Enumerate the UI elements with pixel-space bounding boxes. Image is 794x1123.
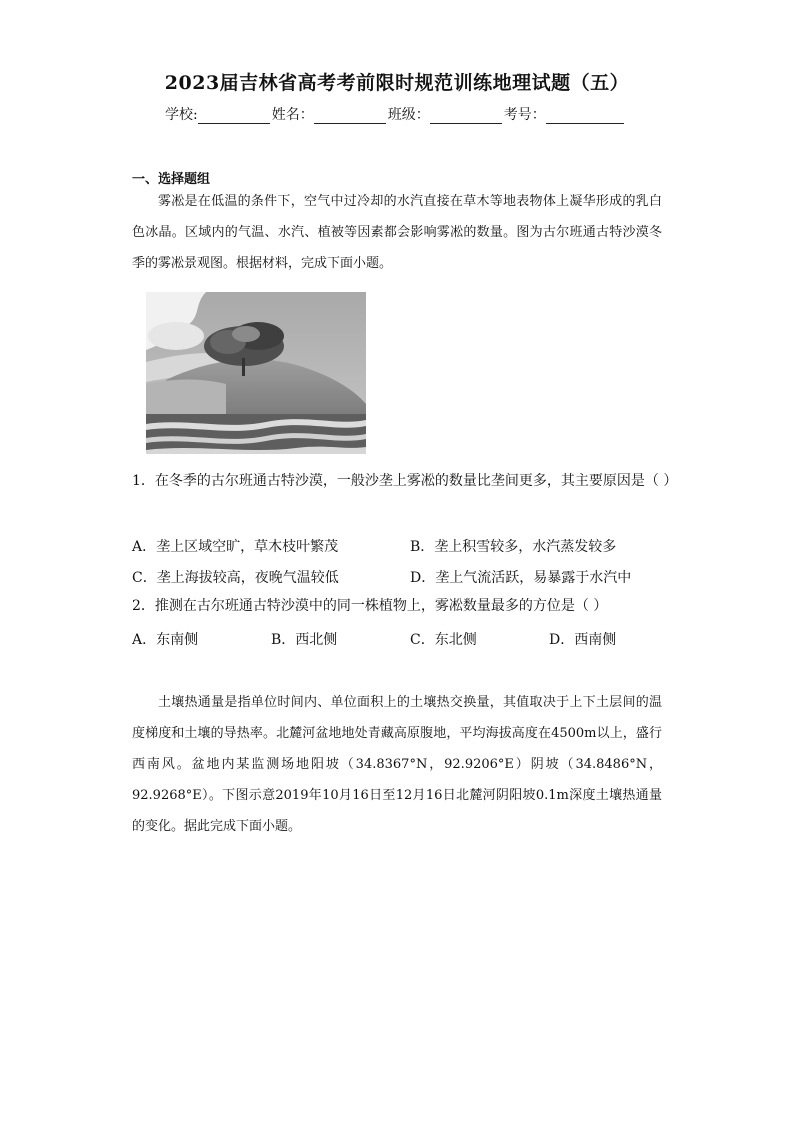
q1-option-b[interactable]: B．垄上积雪较多，水汽蒸发较多 xyxy=(410,539,617,555)
question-2-stem: 2．推测在古尔班通古特沙漠中的同一株植物上，雾凇数量最多的方位是（ ） xyxy=(132,598,608,614)
class-label: 班级： xyxy=(387,107,430,123)
rime-landscape-photo xyxy=(146,292,366,454)
school-label: 学校: xyxy=(165,107,198,123)
number-blank[interactable] xyxy=(546,109,624,124)
student-info-row xyxy=(165,104,635,124)
q1-option-a[interactable]: A．垄上区域空旷，草木枝叶繁茂 xyxy=(132,539,339,555)
passage-soil-heat-flux: 土壤热通量是指单位时间内、单位面积上的土壤热交换量，其值取决于上下土层间的温度梯度和土壤的导热率。北麓河盆地地处青藏高原腹地，平均海拔高度在4500m以上，盛行西南风。盆地内某监测场地阳坡（34.8367°N，92.9206°E）阴坡（34.8486°N，92.9268°E）。下图示意2019年10月16日至12月16日北麓河阴阳坡0.1m深度土壤热通量的变化。据此完成下面小题。 xyxy=(132,695,662,834)
question-1-stem: 1．在冬季的古尔班通古特沙漠，一般沙垄上雾凇的数量比垄间更多，其主要原因是（ ） xyxy=(132,473,678,489)
q2-option-b[interactable]: B．西北侧 xyxy=(271,632,338,648)
name-blank[interactable] xyxy=(314,109,386,124)
school-blank[interactable] xyxy=(198,109,270,124)
q2-option-d[interactable]: D．西南侧 xyxy=(549,632,617,648)
section-heading: 一、选择题组 xyxy=(132,172,211,187)
q2-option-a[interactable]: A．东南侧 xyxy=(132,632,199,648)
name-label: 姓名： xyxy=(271,107,314,123)
q1-option-d[interactable]: D．垄上气流活跃，易暴露于水汽中 xyxy=(410,570,632,586)
q2-option-c[interactable]: C．东北侧 xyxy=(410,632,477,648)
q1-option-c[interactable]: C．垄上海拔较高，夜晚气温较低 xyxy=(132,570,339,586)
class-blank[interactable] xyxy=(430,109,502,124)
number-label: 考号： xyxy=(503,107,546,123)
page-title: 2023届吉林省高考考前限时规范训练地理试题（五） xyxy=(164,72,630,94)
passage-rime: 雾凇是在低温的条件下，空气中过冷却的水汽直接在草木等地表物体上凝华形成的乳白色冰晶。区域内的气温、水汽、植被等因素都会影响雾凇的数量。图为古尔班通古特沙漠冬季的雾凇景观图。根据材料，完成下面小题。 xyxy=(132,194,662,271)
